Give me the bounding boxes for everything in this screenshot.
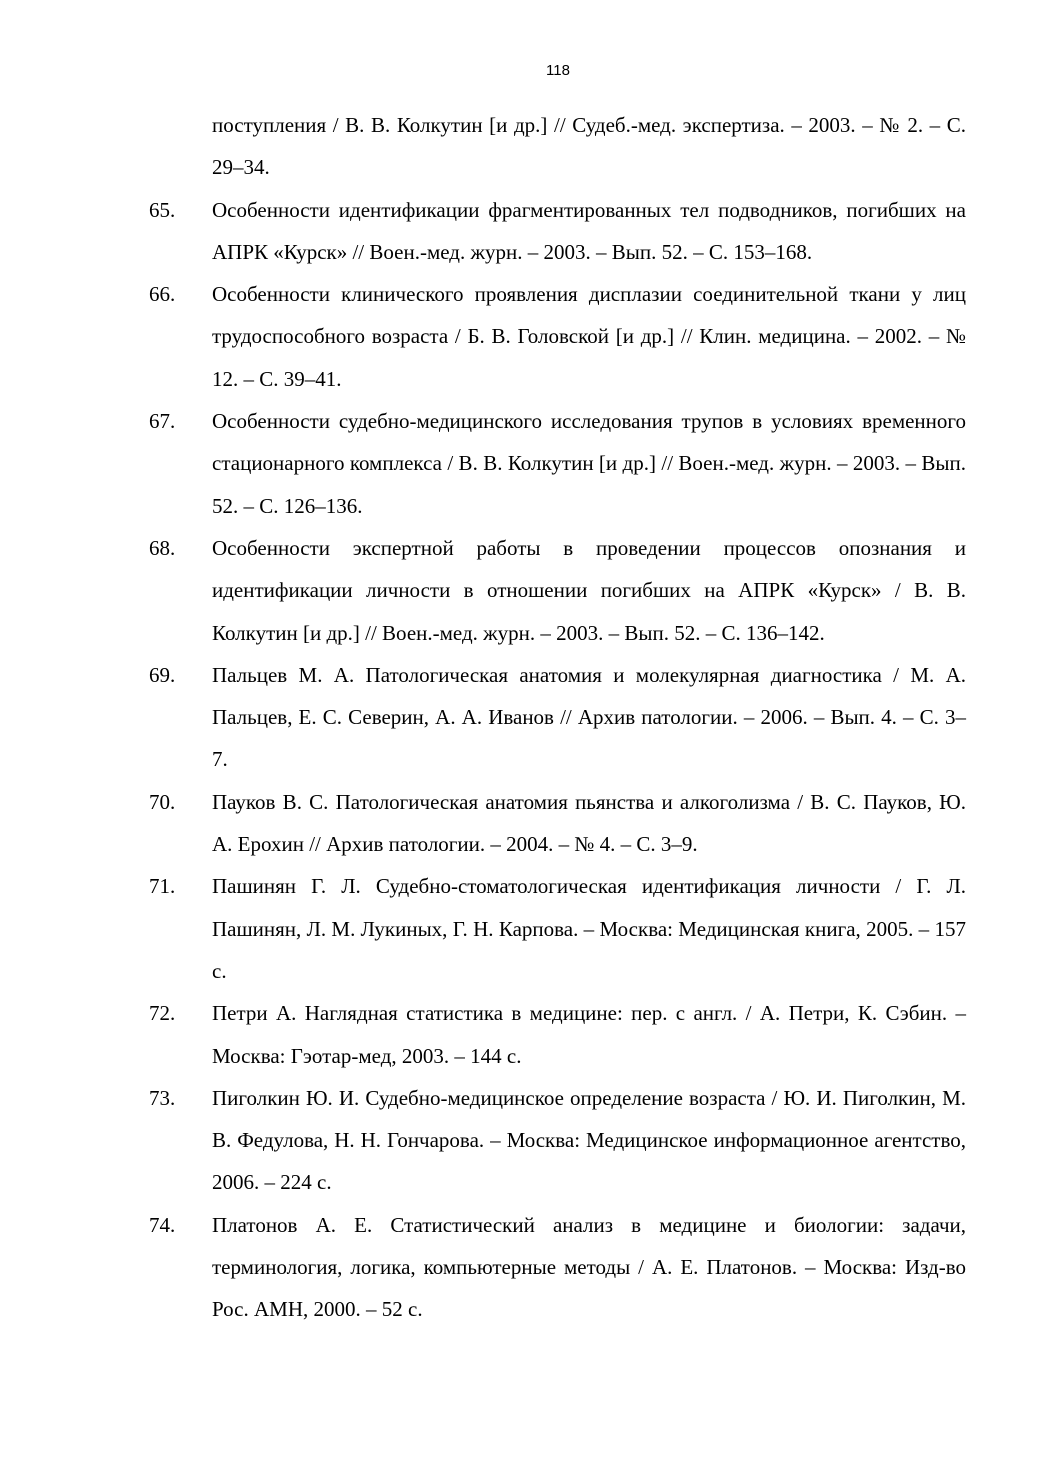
reference-number: 67. bbox=[149, 409, 176, 434]
reference-number: 65. bbox=[149, 197, 176, 222]
reference-text: Петри А. Наглядная статистика в медицине: пер. с англ. / А. Петри, К. Сэбин. – Москва: Гэотар-мед, 2003. – 144 с. bbox=[212, 1001, 966, 1068]
reference-item bbox=[0, 1204, 1040, 1331]
reference-text: Особенности идентификации фрагментированных тел подводников, погибших на АПРК «Курск» // Воен.-мед. журн. – 2003. – Вып. 52. – С. 153–168. bbox=[212, 197, 966, 264]
reference-text: Пауков В. С. Патологическая анатомия пьянства и алкоголизма / В. С. Пауков, Ю. А. Ерохин // Архив патологии. – 2004. – № 4. – С. 3–9. bbox=[212, 789, 966, 857]
reference-number: 71. bbox=[149, 874, 176, 899]
reference-text: Пальцев М. А. Патологическая анатомия и молекулярная диагностика / М. А. Пальцев, Е. С. Северин, А. А. Иванов // Архив патологии. – 2006. – Вып. 4. – С. 3–7. bbox=[212, 662, 966, 772]
reference-text: Особенности клинического проявления дисплазии соединительной ткани у лиц трудоспособного возраста / Б. В. Головской [и др.] // Клин. медицина. – 2002. – № 12. – С. 39–41. bbox=[212, 282, 966, 391]
reference-number: 70. bbox=[149, 789, 176, 814]
reference-text: Пиголкин Ю. И. Судебно-медицинское определение возраста / Ю. И. Пиголкин, М. В. Федулова, Н. Н. Гончарова. – Москва: Медицинское информационное агентство, 2006. – 224 с. bbox=[212, 1085, 966, 1195]
reference-item bbox=[0, 400, 1040, 527]
page-number: 118 bbox=[546, 62, 570, 79]
reference-item bbox=[0, 654, 1040, 781]
reference-number: 66. bbox=[149, 282, 176, 307]
reference-number: 72. bbox=[149, 1001, 176, 1026]
reference-item bbox=[0, 527, 1040, 654]
reference-item bbox=[0, 273, 1040, 400]
reference-number: 68. bbox=[149, 535, 176, 560]
reference-number: 69. bbox=[149, 662, 176, 687]
reference-text: поступления / В. В. Колкутин [и др.] // Судеб.-мед. экспертиза. – 2003. – № 2. – С. 29–34. bbox=[212, 113, 966, 180]
reference-text: Особенности судебно-медицинского исследования трупов в условиях временного стационарного комплекса / В. В. Колкутин [и др.] // Воен.-мед. журн. – 2003. – Вып. 52. – С. 126–136. bbox=[212, 409, 966, 518]
reference-text: Особенности экспертной работы в проведении процессов опознания и идентификации личности в отношении погибших на АПРК «Курск» / В. В. Колкутин [и др.] // Воен.-мед. журн. – 2003. – Вып. 52. – С. 136–142. bbox=[212, 535, 966, 645]
reference-item bbox=[0, 865, 1040, 992]
reference-item bbox=[0, 1077, 1040, 1204]
reference-item bbox=[0, 781, 1040, 866]
reference-text: Пашинян Г. Л. Судебно-стоматологическая идентификация личности / Г. Л. Пашинян, Л. М. Лукиных, Г. Н. Карпова. – Москва: Медицинская книга, 2005. – 157 с. bbox=[212, 874, 966, 983]
reference-text: Платонов А. Е. Статистический анализ в медицине и биологии: задачи, терминология, логика, компьютерные методы / А. Е. Платонов. – Москва: Изд-во Рос. АМН, 2000. – 52 с. bbox=[212, 1212, 966, 1322]
reference-continuation bbox=[0, 104, 1040, 189]
reference-item bbox=[0, 992, 1040, 1077]
reference-number: 73. bbox=[149, 1085, 176, 1110]
reference-number: 74. bbox=[149, 1212, 176, 1237]
reference-item bbox=[0, 189, 1040, 274]
reference-list bbox=[0, 104, 1040, 1331]
